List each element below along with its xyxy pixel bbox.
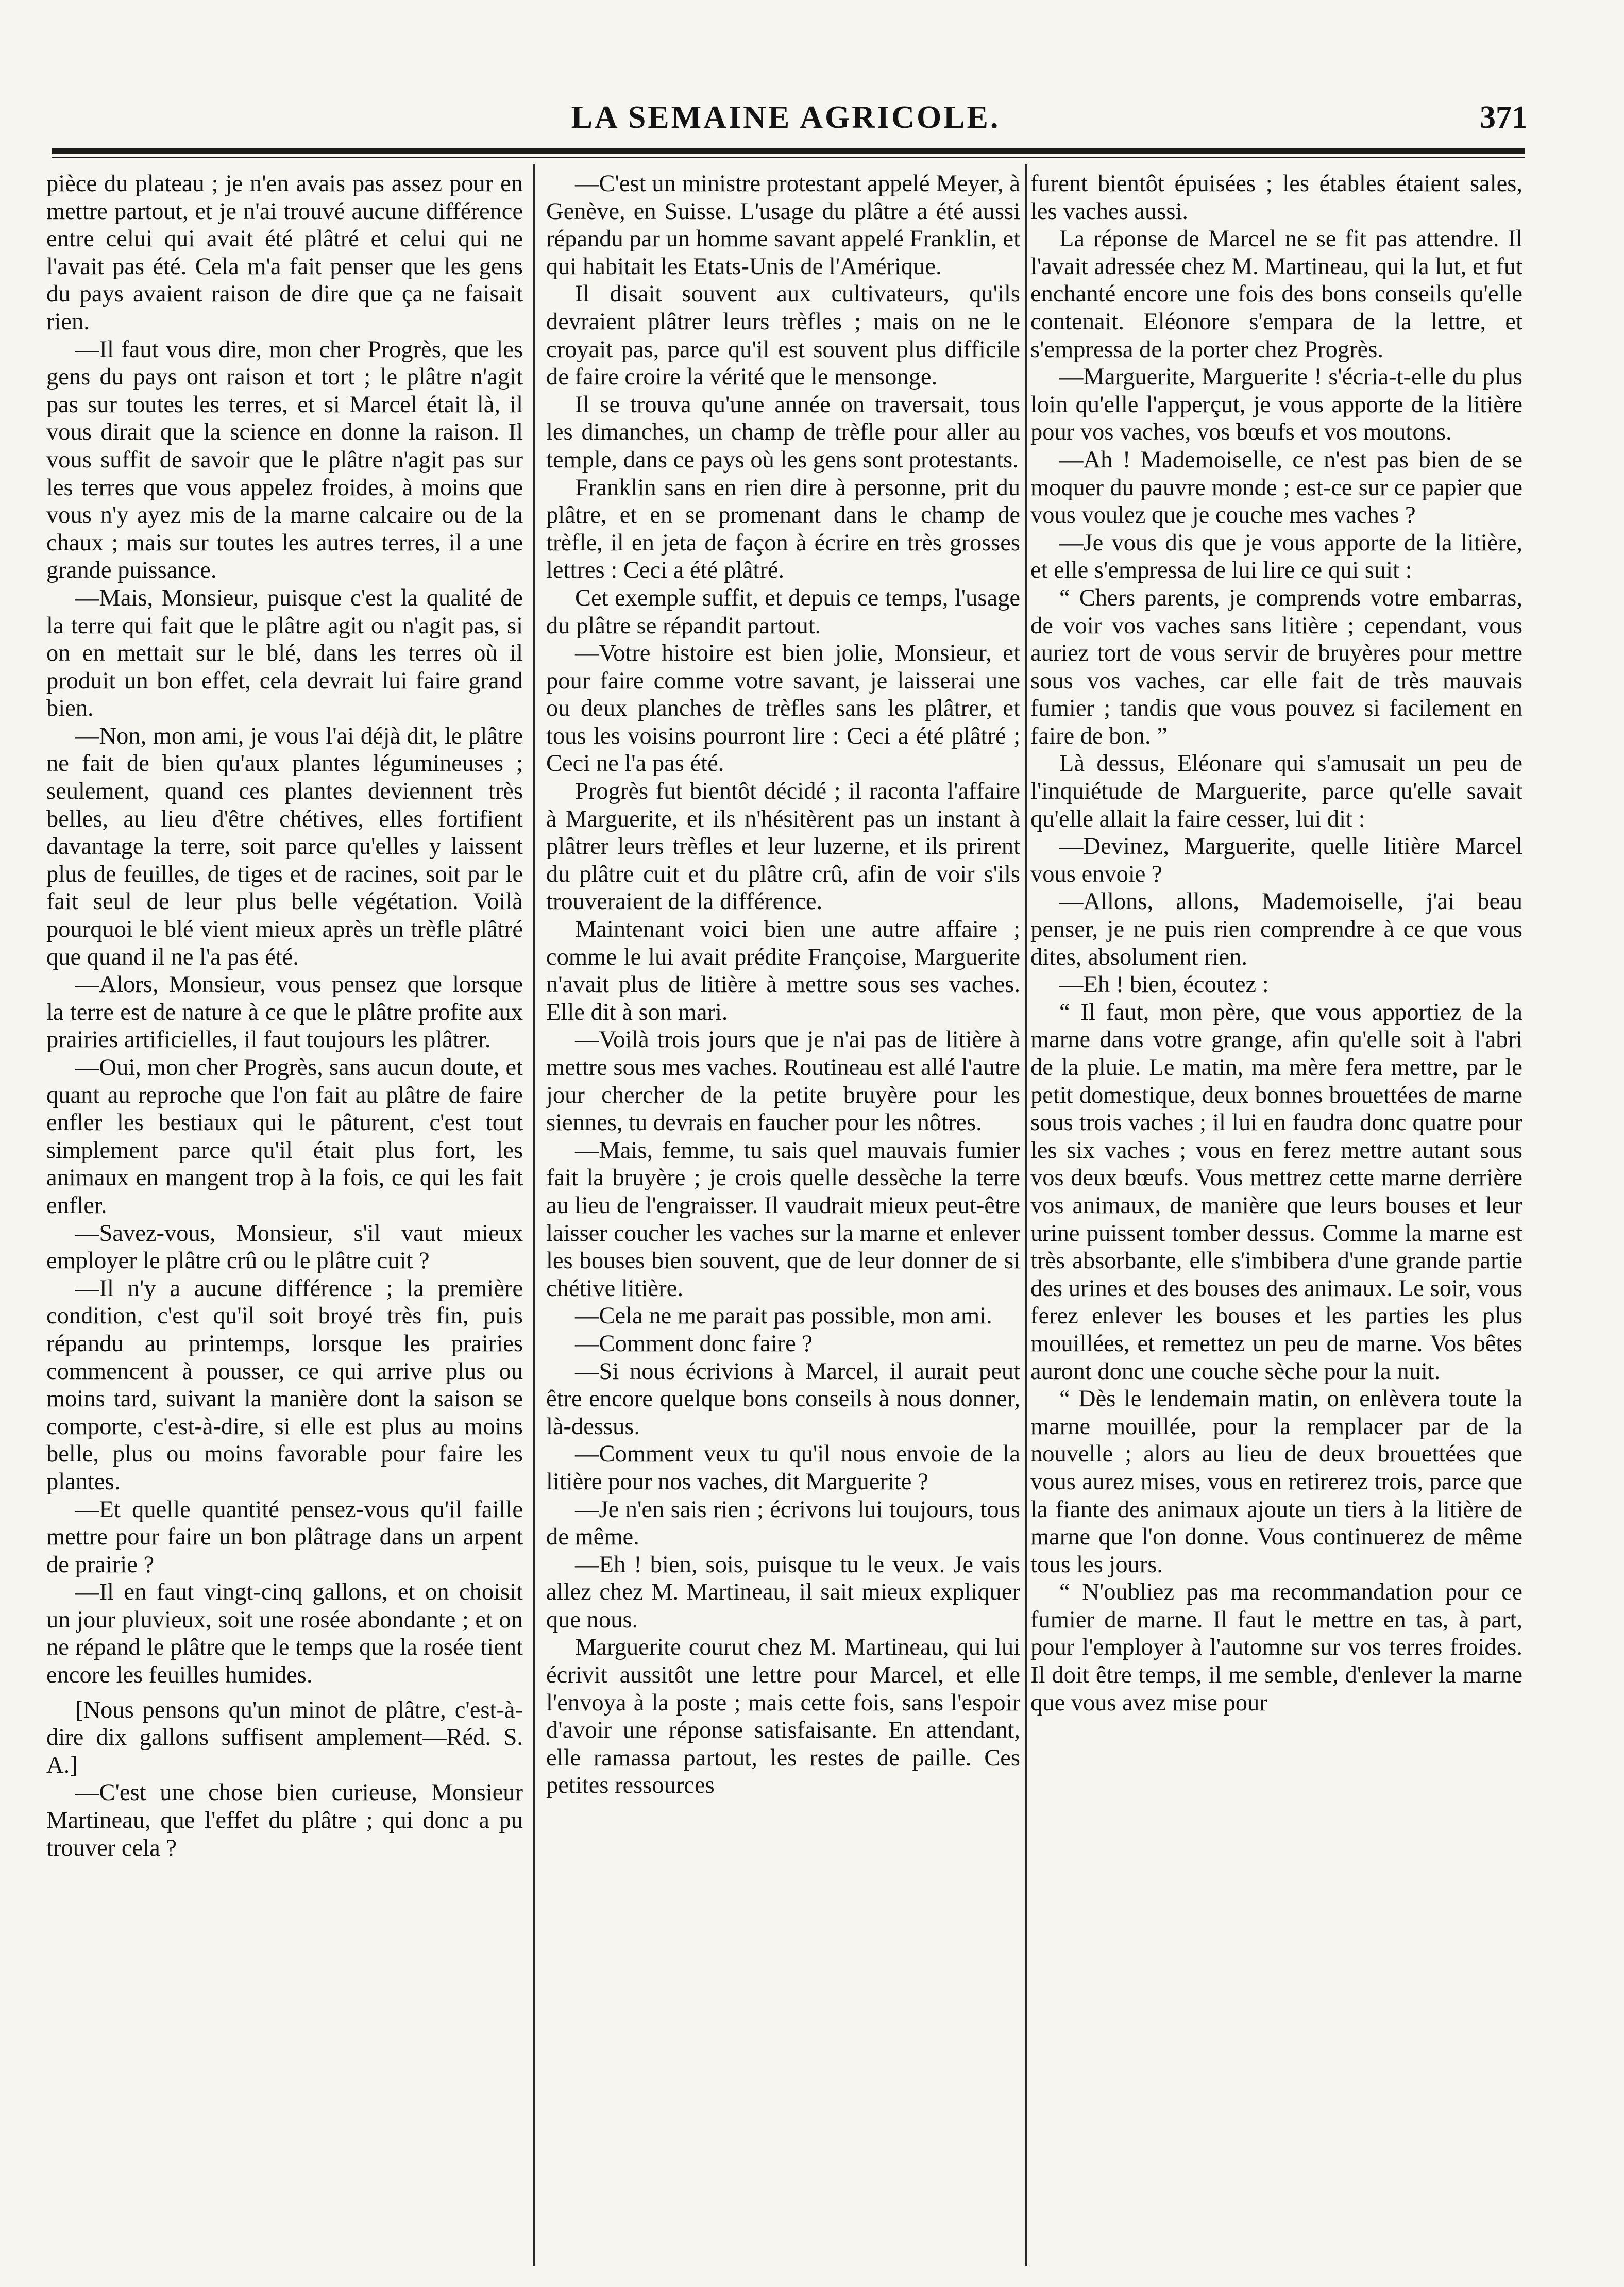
paragraph: —Je vous dis que je vous apporte de la litière, et elle s'empressa de lui lire ce qui suit :	[1030, 529, 1523, 584]
paragraph: —Marguerite, Marguerite ! s'écria-t-elle du plus loin qu'elle l'apperçut, je vous apporte de la litière pour vos vaches, vos bœufs et vos moutons.	[1030, 364, 1523, 446]
paragraph: Là dessus, Eléonare qui s'amusait un peu de l'inquiétude de Marguerite, parce qu'elle savait qu'elle allait la faire cesser, lui dit :	[1030, 750, 1523, 832]
paragraph: “ N'oubliez pas ma recommandation pour ce fumier de marne. Il faut le mettre en tas, à part, pour l'employer à l'automne sur vos terres froides. Il doit être temps, il me semble, d'enlever la marne que vous avez mise pour	[1030, 1579, 1523, 1716]
paragraph: —Cela ne me parait pas possible, mon ami.	[575, 1303, 992, 1330]
paragraph: “ Il faut, mon père, que vous apportiez de la marne dans votre grange, afin qu'elle soit à l'abri de la pluie. Le matin, ma mère fera mettre, par le petit domestique, deux bonnes brouettées de marne sous trois vaches ; il lui en faudra donc quatre pour les six vaches ; vous en ferez mettre autant sous vos deux bœufs. Vous mettrez cette marne derrière vos animaux, de manière que leurs bouses et leur urine puissent tomber dessus. Comme la marne est très absorbante, elle s'imbibera d'une grande partie des urines et des bouses des animaux. Le soir, vous ferez enlever les bouses et les parties les plus mouillées, et remettez un peu de marne. Vos bêtes auront donc une couche sèche pour la nuit.	[1030, 999, 1523, 1385]
paragraph: —Voilà trois jours que je n'ai pas de litière à mettre sous mes vaches. Routineau est allé l'autre jour chercher de la petite bruyère pour les siennes, tu devrais en faucher pour les nôtres.	[546, 1027, 1020, 1136]
paragraph: —C'est un ministre protestant appelé Meyer, à Genève, en Suisse. L'usage du plâtre a été aussi répandu par un homme savant appelé Franklin, et qui habitait les Etats-Unis de l'Amérique.	[546, 171, 1020, 280]
paragraph: Il se trouva qu'une année on traversait, tous les dimanches, un champ de trèfle pour aller au temple, dans ce pays où les gens sont protestants.	[546, 391, 1020, 473]
paragraph: —Il faut vous dire, mon cher Progrès, que les gens du pays ont raison et tort ; le plâtre n'agit pas sur toutes les terres, et si Marcel était là, il vous dirait que la science en donne la raison. Il vous suffit de savoir que le plâtre n'agit pas sur les terres que vous appelez froides, à moins que vous n'y ayez mis de la marne calcaire ou de la chaux ; mais sur toutes les autres terres, il a une grande puissance.	[46, 336, 523, 584]
paragraph: Maintenant voici bien une autre affaire ; comme le lui avait prédite Françoise, Marguerite n'avait plus de litière à mettre sous ses vaches. Elle dit à son mari.	[546, 916, 1020, 1025]
paragraph: —Comment veux tu qu'il nous envoie de la litière pour nos vaches, dit Marguerite ?	[546, 1441, 1020, 1495]
paragraph: —Si nous écrivions à Marcel, il aurait peut être encore quelque bons conseils à nous donner, là-dessus.	[546, 1358, 1020, 1440]
paragraph: —Et quelle quantité pensez-vous qu'il faille mettre pour faire un bon plâtrage dans un arpent de prairie ?	[46, 1496, 523, 1578]
running-title: LA SEMAINE AGRICOLE.	[571, 100, 1001, 135]
paragraph: —Il en faut vingt-cinq gallons, et on choisit un jour pluvieux, soit une rosée abondante ; et on ne répand le plâtre que le temps que la rosée tient encore les feuilles humides.	[46, 1579, 523, 1689]
text-column-1	[46, 170, 523, 2262]
header-rule-thick	[52, 148, 1525, 154]
paragraph: —Non, mon ami, je vous l'ai déjà dit, le plâtre ne fait de bien qu'aux plantes légumineuses ; seulement, quand ces plantes deviennent très belles, au lieu d'être chétives, elles fortifient davantage la terre, soit parce qu'elles y laissent plus de feuilles, de tiges et de racines, soit par le fait seul de leur plus belle végétation. Voilà pourquoi le blé vient mieux après un trèfle plâtré que quand il ne l'a pas été.	[46, 722, 523, 970]
paragraph: —Eh ! bien, sois, puisque tu le veux. Je vais allez chez M. Martineau, il sait mieux expliquer que nous.	[546, 1551, 1020, 1633]
header-rule-thin	[52, 157, 1525, 158]
paragraph: Franklin sans en rien dire à personne, prit du plâtre, et en se promenant dans le champ de trèfle, il en jeta de façon à écrire en très grosses lettres : Ceci a été plâtré.	[546, 474, 1020, 584]
column-divider	[533, 164, 535, 2266]
paragraph: “ Dès le lendemain matin, on enlèvera toute la marne mouillée, pour la remplacer par de la nouvelle ; alors au lieu de deux brouettées que vous aurez mises, vous en retirerez trois, parce que la fiante des animaux ajoute un tiers à la litière de marne que l'on donne. Vous continuerez de même tous les jours.	[1030, 1386, 1523, 1578]
paragraph: —Mais, Monsieur, puisque c'est la qualité de la terre qui fait que le plâtre agit ou n'agit pas, si on en mettait sur le blé, dans les terres où il produit un bon effet, cela devrait lui faire grand bien.	[46, 584, 523, 722]
paragraph: —Allons, allons, Mademoiselle, j'ai beau penser, je ne puis rien comprendre à ce que vous dites, absolument rien.	[1030, 888, 1523, 970]
paragraph: —Il n'y a aucune différence ; la première condition, c'est qu'il soit broyé très fin, puis répandu au printemps, lorsque les prairies commencent à pousser, ce qui arrive plus ou moins tard, suivant la manière dont la saison se comporte, c'est-à-dire, si elle est plus au moins belle, plus ou moins favorable pour faire les plantes.	[46, 1275, 523, 1495]
text-column-3	[1030, 170, 1523, 2262]
paragraph: Il disait souvent aux cultivateurs, qu'ils devraient plâtrer leurs trèfles ; mais on ne le croyait pas, parce qu'il est souvent plus difficile de faire croire la vérité que le mensonge.	[546, 281, 1020, 391]
paragraph: —Alors, Monsieur, vous pensez que lorsque la terre est de nature à ce que le plâtre profite aux prairies artificielles, il faut toujours les plâtrer.	[46, 971, 523, 1053]
paragraph: —C'est une chose bien curieuse, Monsieur Martineau, que l'effet du plâtre ; qui donc a pu trouver cela ?	[46, 1779, 523, 1861]
paragraph: —Devinez, Marguerite, quelle litière Marcel vous envoie ?	[1030, 833, 1523, 887]
column-divider	[1025, 164, 1027, 2266]
page-number: 371	[1480, 100, 1528, 135]
paragraph: [Nous pensons qu'un minot de plâtre, c'est-à-dire dix gallons suffisent amplement—Réd. S. A.]	[46, 1696, 523, 1778]
paragraph: “ Chers parents, je comprends votre embarras, de voir vos vaches sans litière ; cependant, vous auriez tort de vous servir de bruyères pour mettre sous vos vaches, car elle fait de très mauvais fumier ; tandis que vous pouvez si facilement en faire de bon. ”	[1030, 584, 1523, 749]
paragraph: La réponse de Marcel ne se fit pas attendre. Il l'avait adressée chez M. Martineau, qui la lut, et fut enchanté encore une fois des bons conseils qu'elle contenait. Eléonore s'empara de la lettre, et s'empressa de la porter chez Progrès.	[1030, 226, 1523, 363]
paragraph: —Je n'en sais rien ; écrivons lui toujours, tous de même.	[546, 1496, 1020, 1551]
page-header	[44, 90, 1528, 147]
paragraph: —Votre histoire est bien jolie, Monsieur, et pour faire comme votre savant, je laisserai une ou deux planches de trèfles sans les plâtrer, et tous les voisins pourront lire : Ceci a été plâtré ; Ceci ne l'a pas été.	[546, 640, 1020, 777]
paragraph: —Mais, femme, tu sais quel mauvais fumier fait la bruyère ; je crois quelle dessèche la terre au lieu de l'engraisser. Il vaudrait mieux peut-être laisser coucher les vaches sur la marne et enlever les bouses bien souvent, que de leur donner de si chétive litière.	[546, 1137, 1020, 1302]
paragraph: Marguerite courut chez M. Martineau, qui lui écrivit aussitôt une lettre pour Marcel, et elle l'envoya à la poste ; mais cette fois, sans l'espoir d'avoir une réponse satisfaisante. En attendant, elle ramassa partout, les restes de paille. Ces petites ressources	[546, 1634, 1020, 1799]
paragraph: —Comment donc faire ?	[575, 1330, 813, 1357]
paragraph: —Ah ! Mademoiselle, ce n'est pas bien de se moquer du pauvre monde ; est-ce sur ce papier que vous voulez que je couche mes vaches ?	[1030, 446, 1523, 529]
paragraph: —Savez-vous, Monsieur, s'il vaut mieux employer le plâtre crû ou le plâtre cuit ?	[46, 1220, 523, 1274]
paragraph: —Eh ! bien, écoutez :	[1059, 971, 1269, 998]
text-column-2	[546, 170, 1020, 2262]
paragraph: Cet exemple suffit, et depuis ce temps, l'usage du plâtre se répandit partout.	[546, 584, 1020, 639]
paragraph: —Oui, mon cher Progrès, sans aucun doute, et quant au reproche que l'on fait au plâtre de faire enfler les bestiaux qui le pâturent, c'est tout simplement parce qu'il était plus fort, les animaux en mangent trop à la fois, ce qui les fait enfler.	[46, 1054, 523, 1219]
paragraph: furent bientôt épuisées ; les étables étaient sales, les vaches aussi.	[1030, 171, 1523, 225]
paragraph: pièce du plateau ; je n'en avais pas assez pour en mettre partout, et je n'ai trouvé aucune différence entre celui qui avait été plâtré et celui qui ne l'avait pas été. Cela m'a fait penser que les gens du pays avaient raison de dire que ça ne faisait rien.	[46, 171, 523, 335]
paragraph: Progrès fut bientôt décidé ; il raconta l'affaire à Marguerite, et ils n'hésitèrent pas un instant à plâtrer leurs trèfles et leur luzerne, et ils prirent du plâtre cuit et du plâtre crû, afin de voir s'ils trouveraient de la différence.	[546, 778, 1020, 915]
